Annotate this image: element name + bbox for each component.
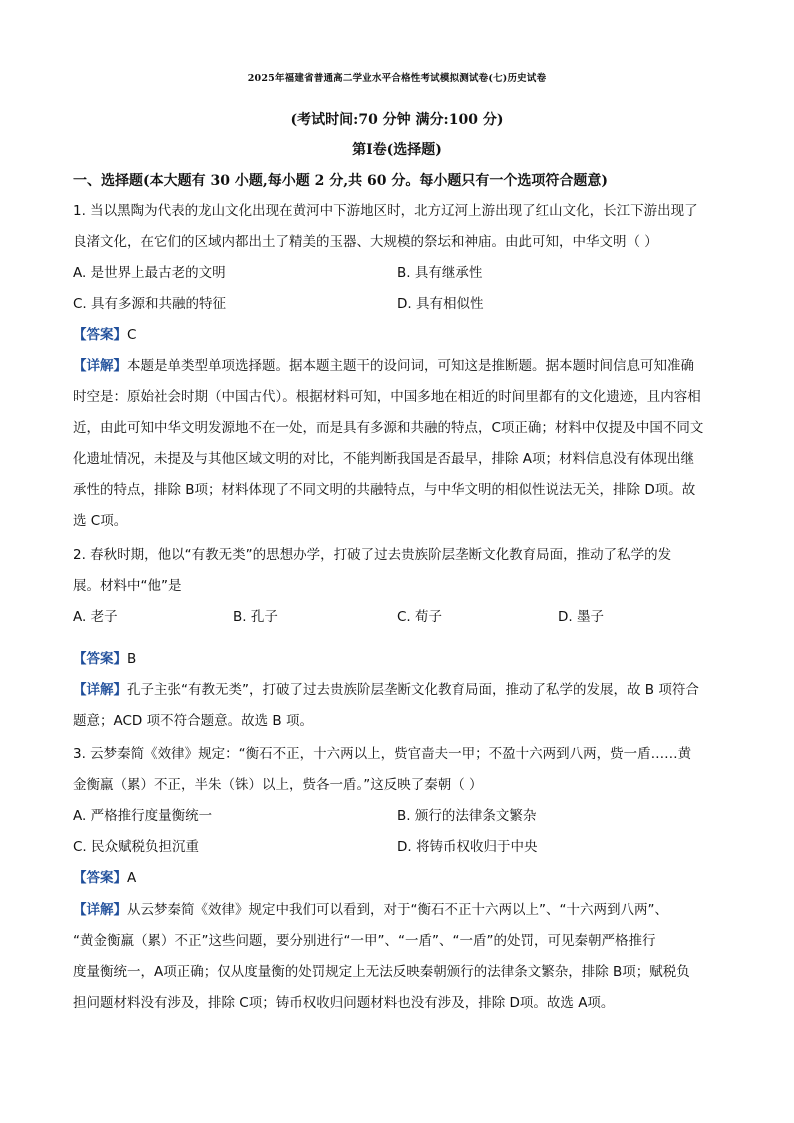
- q1-detail-line: [73, 356, 694, 376]
- q1-detail-line: 化遗址情况，未提及与其他区域文明的对比，不能判断我国是否最早，排除 A项；材料信息没有体现出继: [73, 451, 695, 467]
- answer-tag: 【答案】: [73, 327, 127, 343]
- q1-detail-line: 时空是：原始社会时期（中国古代）。根据材料可知，中国多地在相近的时间里都有的文化遗迹，且内容相: [73, 389, 701, 405]
- q3-detail-line: 度量衡统一，A项正确；仅从度量衡的处罚规定上无法反映秦朝颁行的法律条文繁杂，排除 B项；赋税负: [73, 964, 690, 980]
- answer-tag: 【答案】: [73, 870, 127, 886]
- q1-option-d: D. 具有相似性: [397, 296, 484, 312]
- q1-detail-line: 近，由此可知中华文明发源地不在一处，而是具有多源和共融的特点，C项正确；材料中仅提及中国不同文: [73, 420, 704, 436]
- exam-time-score: (考试时间:70 分钟 满分:100 分): [290, 112, 504, 128]
- q2-detail-line: 题意；ACD 项不符合题意。故选 B 项。: [73, 713, 313, 729]
- q1-detail-line: 承性的特点，排除 B项；材料体现了不同文明的共融特点，与中华文明的相似性说法无关，排除 D项。故: [73, 482, 696, 498]
- q3-option-a: A. 严格推行度量衡统一: [73, 808, 213, 824]
- q1-stem-line: 1. 当以黑陶为代表的龙山文化出现在黄河中下游地区时，北方辽河上游出现了红山文化，长江下游出现了: [73, 203, 698, 219]
- q2-detail-line: [73, 680, 699, 700]
- section-heading: 一、选择题(本大题有 30 小题,每小题 2 分,共 60 分。每小题只有一个选项符合题意): [73, 173, 608, 189]
- q2-stem-line: 2. 春秋时期，他以“有教无类”的思想办学，打破了过去贵族阶层垄断文化教育局面，推动了私学的发: [73, 547, 672, 563]
- q2-option-c: C. 荀子: [397, 609, 443, 625]
- q3-option-d: D. 将铸币权收归于中央: [397, 839, 538, 855]
- q2-answer: [73, 649, 136, 669]
- answer-tag: 【答案】: [73, 651, 127, 667]
- q1-detail-line: 选 C项。: [73, 513, 128, 529]
- q3-answer: [73, 868, 136, 888]
- q1-stem-line: 良渚文化，在它们的区域内都出土了精美的玉器、大规模的祭坛和神庙。由此可知，中华文明（ ）: [73, 234, 658, 250]
- q1-detail-text: 本题是单类型单项选择题。据本题主题干的设问词，可知这是推断题。据本题时间信息可知准确: [127, 358, 694, 374]
- q1-option-c: C. 具有多源和共融的特征: [73, 296, 227, 312]
- volume-heading: 第Ⅰ卷(选择题): [352, 142, 442, 158]
- q1-option-a: A. 是世界上最古老的文明: [73, 265, 226, 281]
- exam-title: 2025年福建省普通高二学业水平合格性考试模拟测试卷(七)历史试卷: [247, 73, 547, 84]
- q1-option-b: B. 具有继承性: [397, 265, 483, 281]
- q1-answer: [73, 325, 136, 345]
- q2-answer-value: B: [127, 651, 137, 667]
- q2-option-d: D. 墨子: [558, 609, 604, 625]
- q3-detail-text: 从云梦秦简《效律》规定中我们可以看到，对于“衡石不正十六两以上”、“十六两到八两”、: [127, 902, 668, 918]
- q3-answer-value: A: [127, 870, 137, 886]
- q2-option-b: B. 孔子: [233, 609, 278, 625]
- q3-stem-line: 3. 云梦秦简《效律》规定：“衡石不正，十六两以上，赀官啬夫一甲；不盈十六两到八两，赀一盾……黄: [73, 746, 692, 762]
- detail-tag: 【详解】: [73, 682, 127, 698]
- q3-detail-line: “黄金衡羸（累）不正”这些问题，要分别进行“一甲”、“一盾”、“一盾”的处罚，可见秦朝严格推行: [73, 933, 656, 949]
- q2-stem-line: 展。材料中“他”是: [73, 578, 182, 594]
- q3-option-c: C. 民众赋税负担沉重: [73, 839, 200, 855]
- q2-detail-text: 孔子主张“有教无类”，打破了过去贵族阶层垄断文化教育局面，推动了私学的发展，故 B 项符合: [127, 682, 699, 698]
- q3-option-b: B. 颁行的法律条文繁杂: [397, 808, 537, 824]
- q3-detail-line: 担问题材料没有涉及，排除 C项；铸币权收归问题材料也没有涉及，排除 D项。故选 A项。: [73, 995, 615, 1011]
- q1-answer-value: C: [127, 327, 137, 343]
- q3-stem-line: 金衡羸（累）不正，半朱（铢）以上，赀各一盾。”这反映了秦朝（ ）: [73, 777, 483, 793]
- q3-detail-line: [73, 900, 668, 920]
- q2-option-a: A. 老子: [73, 609, 118, 625]
- detail-tag: 【详解】: [73, 358, 127, 374]
- detail-tag: 【详解】: [73, 902, 127, 918]
